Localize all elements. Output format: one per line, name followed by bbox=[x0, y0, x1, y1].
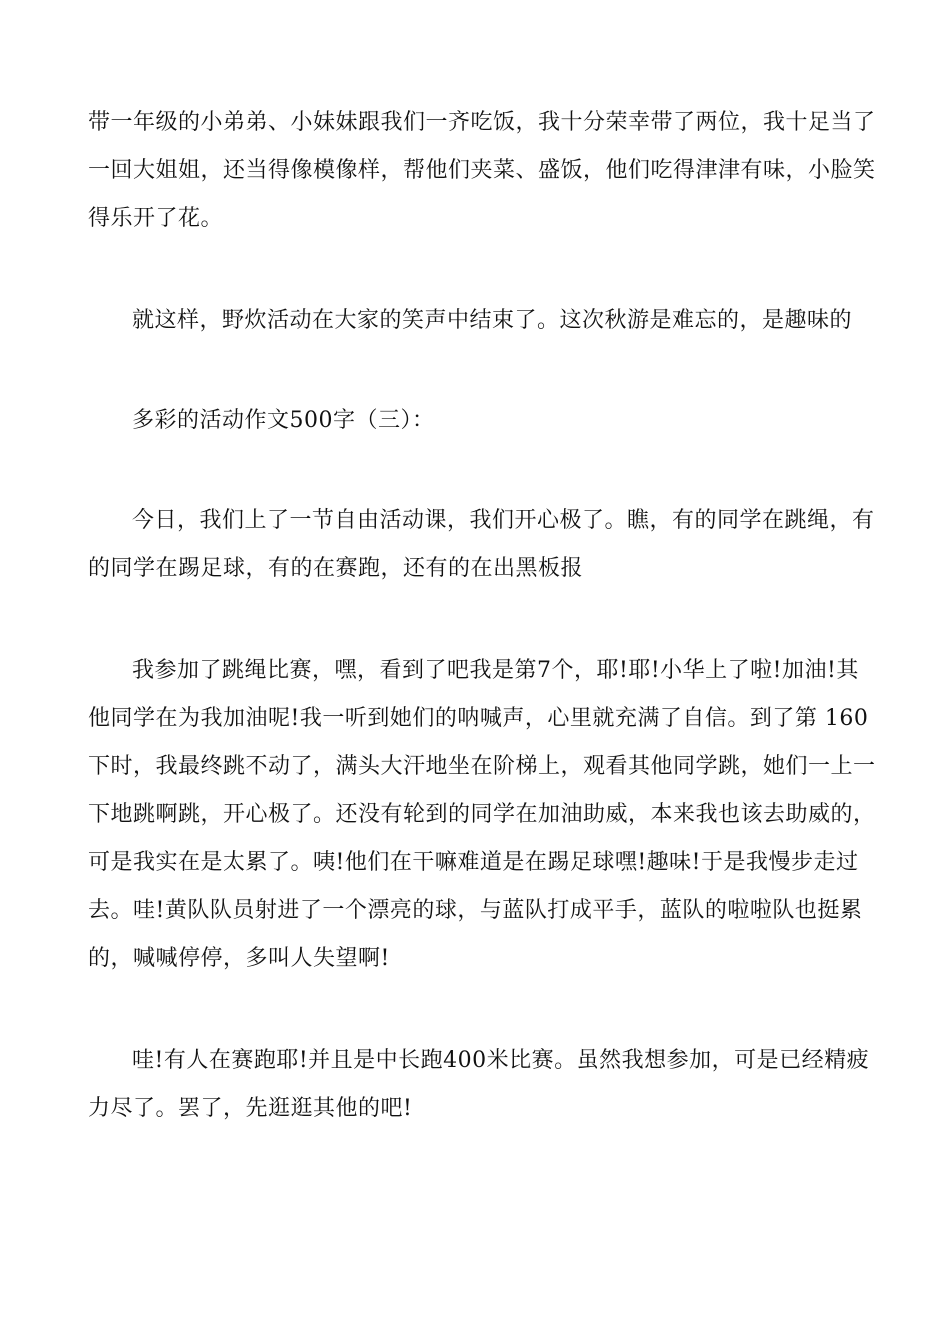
paragraph-5-line-7: 的，喊喊停停，多叫人失望啊! bbox=[88, 946, 390, 971]
paragraph-5-line-1: 我参加了跳绳比赛，嘿，看到了吧我是第7个，耶!耶!小华上了啦!加油!其 bbox=[132, 658, 859, 683]
paragraph-5-line-3: 下时，我最终跳不动了，满头大汗地坐在阶梯上，观看其他同学跳，她们一上一 bbox=[88, 754, 876, 779]
paragraph-5-line-6: 去。哇!黄队队员射进了一个漂亮的球，与蓝队打成平手，蓝队的啦啦队也挺累 bbox=[88, 898, 863, 923]
paragraph-5-line-4: 下地跳啊跳，开心极了。还没有轮到的同学在加油助威，本来我也该去助威的， bbox=[88, 802, 876, 827]
paragraph-5-line-2: 他同学在为我加油呢!我一听到她们的呐喊声，心里就充满了自信。到了第 160 bbox=[88, 706, 869, 731]
paragraph-2-line-1: 就这样，野炊活动在大家的笑声中结束了。这次秋游是难忘的，是趣味的 bbox=[132, 308, 853, 333]
paragraph-1-line-3: 得乐开了花。 bbox=[88, 206, 224, 231]
paragraph-1-line-2: 一回大姐姐，还当得像模像样，帮他们夹菜、盛饭，他们吃得津津有味，小脸笑 bbox=[88, 158, 876, 183]
paragraph-6-line-2: 力尽了。罢了，先逛逛其他的吧! bbox=[88, 1096, 413, 1121]
paragraph-1-line-1: 带一年级的小弟弟、小妹妹跟我们一齐吃饭，我十分荣幸带了两位，我十足当了 bbox=[88, 110, 876, 135]
paragraph-4-line-2: 的同学在踢足球，有的在赛跑，还有的在出黑板报 bbox=[88, 556, 584, 581]
paragraph-6-line-1: 哇!有人在赛跑耶!并且是中长跑400米比赛。虽然我想参加，可是已经精疲 bbox=[132, 1048, 870, 1073]
paragraph-5-line-5: 可是我实在是太累了。咦!他们在干嘛难道是在踢足球嘿!趣味!于是我慢步走过 bbox=[88, 850, 859, 875]
section-heading: 多彩的活动作文500字（三）： bbox=[132, 408, 435, 433]
paragraph-4-line-1: 今日，我们上了一节自由活动课，我们开心极了。瞧，有的同学在跳绳，有 bbox=[132, 508, 875, 533]
